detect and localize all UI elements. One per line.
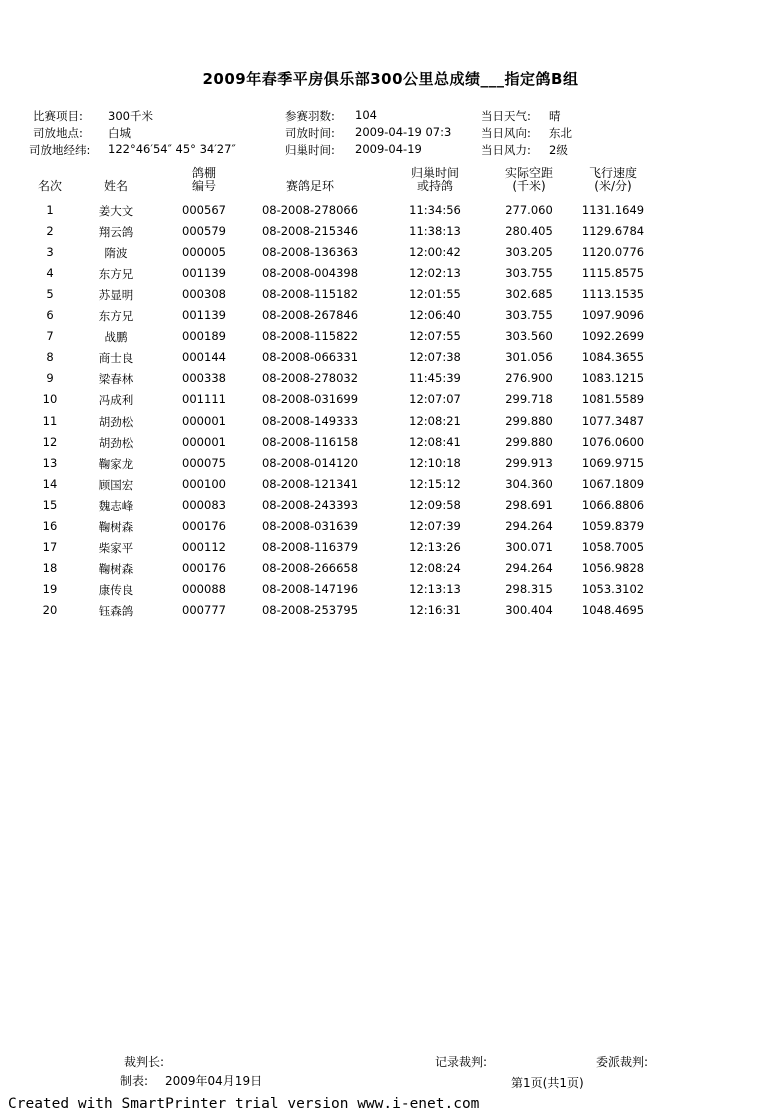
speed-cell: 1066.8806 — [581, 497, 645, 512]
rank-cell: 16 — [42, 518, 58, 533]
wind-force-label: 当日风力: — [481, 143, 531, 157]
column-header-distance — [489, 167, 569, 193]
distance-cell: 303.755 — [505, 308, 553, 323]
column-header-rank: 名次 — [37, 179, 62, 193]
rank-cell: 7 — [46, 329, 54, 344]
column-header-time — [395, 167, 475, 193]
ring-number-cell: 08-2008-266658 — [261, 560, 359, 575]
return-time-cell: 12:01:55 — [409, 287, 461, 302]
race-item-value: 300千米 — [108, 109, 153, 123]
ring-number-cell: 08-2008-115182 — [261, 287, 359, 302]
rank-cell: 6 — [46, 308, 54, 323]
rank-cell: 17 — [42, 539, 58, 554]
page-title: 2009年春季平房俱乐部300公里总成绩___指定鸽B组 — [202, 70, 579, 88]
distance-cell: 300.404 — [505, 602, 553, 617]
speed-cell: 1120.0776 — [581, 245, 645, 260]
weather-label: 当日天气: — [481, 109, 531, 123]
made-date: 2009年04月19日 — [165, 1074, 263, 1088]
ring-number-cell: 08-2008-267846 — [261, 308, 359, 323]
speed-cell: 1081.5589 — [581, 392, 645, 407]
delegate-judge-label: 委派裁判: — [596, 1055, 649, 1069]
speed-cell: 1131.1649 — [581, 203, 645, 217]
return-time-cell: 12:07:07 — [409, 392, 461, 407]
return-time-cell: 12:07:38 — [409, 350, 461, 365]
speed-cell: 1077.3487 — [581, 413, 645, 428]
table-row — [0, 414, 781, 435]
table-row — [0, 245, 781, 266]
ring-number-cell: 08-2008-149333 — [261, 413, 359, 428]
name-cell: 鞠树森 — [98, 519, 134, 534]
distance-cell: 303.755 — [505, 266, 553, 281]
ring-number-cell: 08-2008-116158 — [261, 434, 359, 449]
table-row — [0, 224, 781, 245]
table-row — [0, 603, 781, 624]
distance-cell: 302.685 — [505, 287, 553, 302]
name-cell: 东方兄 — [98, 267, 134, 282]
name-cell: 魏志峰 — [98, 498, 134, 513]
ring-number-cell: 08-2008-278032 — [261, 371, 359, 386]
rank-cell: 20 — [42, 602, 58, 617]
loft-number-cell: 000100 — [182, 476, 226, 491]
name-cell: 柴家平 — [98, 540, 134, 555]
rank-cell: 14 — [42, 476, 58, 491]
column-header-distance-line2: (千米) — [512, 179, 546, 193]
name-cell: 鞠家龙 — [98, 456, 134, 471]
table-row — [0, 350, 781, 371]
ring-number-cell: 08-2008-136363 — [261, 245, 359, 260]
entries-label: 参赛羽数: — [285, 109, 335, 123]
loft-number-cell: 001111 — [182, 392, 226, 407]
return-time-cell: 12:08:41 — [409, 434, 461, 449]
ring-number-cell: 08-2008-215346 — [261, 224, 359, 239]
distance-cell: 299.718 — [505, 392, 553, 407]
speed-cell: 1097.9096 — [581, 308, 645, 323]
name-cell: 商士良 — [98, 351, 134, 366]
return-time-cell: 12:10:18 — [409, 455, 461, 470]
trial-watermark: Created with SmartPrinter trial version www.i-enet.com — [8, 1096, 480, 1112]
rank-cell: 13 — [42, 455, 58, 470]
loft-number-cell: 000075 — [182, 455, 226, 470]
ring-number-cell: 08-2008-121341 — [261, 476, 359, 491]
loft-number-cell: 000144 — [182, 350, 226, 365]
speed-cell: 1056.9828 — [581, 560, 645, 575]
column-header-ring: 赛鸽足环 — [285, 179, 334, 193]
loft-number-cell: 000001 — [182, 434, 226, 449]
release-time-value: 2009-04-19 07:3 — [355, 125, 452, 139]
name-cell: 战鹏 — [104, 330, 128, 345]
name-cell: 康传良 — [98, 582, 134, 597]
speed-cell: 1129.6784 — [581, 224, 645, 239]
table-row — [0, 308, 781, 329]
return-time-value: 2009-04-19 — [355, 142, 422, 156]
ring-number-cell: 08-2008-147196 — [261, 581, 359, 596]
distance-cell: 299.880 — [505, 434, 553, 449]
rank-cell: 15 — [42, 497, 58, 512]
ring-number-cell: 08-2008-116379 — [261, 539, 359, 554]
race-item-label: 比赛项目: — [33, 109, 83, 123]
rank-cell: 18 — [42, 560, 58, 575]
return-time-cell: 11:34:56 — [409, 203, 461, 217]
rank-cell: 9 — [46, 371, 54, 386]
name-cell: 冯成利 — [98, 393, 134, 408]
table-row — [0, 392, 781, 413]
loft-number-cell: 000189 — [182, 329, 226, 344]
ring-number-cell: 08-2008-004398 — [261, 266, 359, 281]
wind-force-value: 2级 — [549, 143, 568, 157]
ring-number-cell: 08-2008-253795 — [261, 602, 359, 617]
return-time-cell: 12:07:39 — [409, 518, 461, 533]
weather-value: 晴 — [549, 109, 561, 123]
rank-cell: 5 — [46, 287, 54, 302]
column-header-loft — [176, 167, 232, 193]
return-time-cell: 11:45:39 — [409, 371, 461, 386]
speed-cell: 1076.0600 — [581, 434, 645, 449]
ring-number-cell: 08-2008-115822 — [261, 329, 359, 344]
column-header-speed-line1: 飞行速度 — [588, 166, 637, 180]
speed-cell: 1067.1809 — [581, 476, 645, 491]
name-cell: 钰森鸽 — [98, 603, 134, 618]
ring-number-cell: 08-2008-066331 — [261, 350, 359, 365]
distance-cell: 299.913 — [505, 455, 553, 470]
loft-number-cell: 001139 — [182, 266, 226, 281]
distance-cell: 298.315 — [505, 581, 553, 596]
loft-number-cell: 000112 — [182, 539, 226, 554]
table-row — [0, 561, 781, 582]
speed-cell: 1048.4695 — [581, 602, 645, 617]
release-place-label: 司放地点: — [33, 126, 83, 140]
table-row — [0, 203, 781, 224]
column-header-time-line2: 或持鸽 — [416, 179, 453, 193]
ring-number-cell: 08-2008-278066 — [261, 203, 359, 217]
speed-cell: 1113.1535 — [581, 287, 645, 302]
speed-cell: 1084.3655 — [581, 350, 645, 365]
distance-cell: 303.560 — [505, 329, 553, 344]
distance-cell: 280.405 — [505, 224, 553, 239]
return-time-cell: 12:15:12 — [409, 476, 461, 491]
table-row — [0, 519, 781, 540]
rank-cell: 4 — [46, 266, 54, 281]
distance-cell: 294.264 — [505, 560, 553, 575]
table-row — [0, 456, 781, 477]
loft-number-cell: 000001 — [182, 413, 226, 428]
distance-cell: 276.900 — [505, 371, 553, 386]
loft-number-cell: 000176 — [182, 560, 226, 575]
distance-cell: 300.071 — [505, 539, 553, 554]
ring-number-cell: 08-2008-031639 — [261, 518, 359, 533]
speed-cell: 1059.8379 — [581, 518, 645, 533]
return-time-cell: 12:08:24 — [409, 560, 461, 575]
loft-number-cell: 000005 — [182, 245, 226, 260]
rank-cell: 1 — [46, 203, 54, 217]
loft-number-cell: 000308 — [182, 287, 226, 302]
table-row — [0, 371, 781, 392]
distance-cell: 294.264 — [505, 518, 553, 533]
speed-cell: 1083.1215 — [581, 371, 645, 386]
rank-cell: 2 — [46, 224, 54, 239]
loft-number-cell: 000579 — [182, 224, 226, 239]
column-header-loft-line1: 鸽棚 — [191, 166, 216, 180]
distance-cell: 304.360 — [505, 476, 553, 491]
name-cell: 胡劲松 — [98, 435, 134, 450]
name-cell: 顾国宏 — [98, 477, 134, 492]
name-cell: 翔云鸽 — [98, 225, 134, 240]
loft-number-cell: 000083 — [182, 497, 226, 512]
column-header-distance-line1: 实际空距 — [504, 166, 553, 180]
wind-direction-label: 当日风向: — [481, 126, 531, 140]
table-row — [0, 540, 781, 561]
name-cell: 苏显明 — [98, 288, 134, 303]
release-coords-label: 司放地经纬: — [29, 143, 91, 157]
rank-cell: 8 — [46, 350, 54, 365]
rank-cell: 10 — [42, 392, 58, 407]
distance-cell: 301.056 — [505, 350, 553, 365]
return-time-cell: 12:13:13 — [409, 581, 461, 596]
speed-cell: 1115.8575 — [581, 266, 645, 281]
distance-cell: 298.691 — [505, 497, 553, 512]
page-info: 第1页(共1页) — [511, 1076, 584, 1090]
name-cell: 隋波 — [104, 246, 128, 261]
column-header-speed-line2: (米/分) — [594, 179, 632, 193]
distance-cell: 277.060 — [505, 203, 553, 217]
chief-judge-label: 裁判长: — [124, 1055, 165, 1069]
table-row — [0, 582, 781, 603]
rank-cell: 3 — [46, 245, 54, 260]
table-row — [0, 266, 781, 287]
rank-cell: 11 — [42, 413, 58, 428]
made-by-label: 制表: — [120, 1074, 149, 1088]
release-coords-value: 122°46′54″ 45° 34′27″ — [108, 142, 236, 156]
return-time-cell: 12:16:31 — [409, 602, 461, 617]
return-time-cell: 12:13:26 — [409, 539, 461, 554]
return-time-cell: 12:09:58 — [409, 497, 461, 512]
return-time-cell: 12:06:40 — [409, 308, 461, 323]
ring-number-cell: 08-2008-014120 — [261, 455, 359, 470]
return-time-cell: 12:07:55 — [409, 329, 461, 344]
return-time-label: 归巢时间: — [285, 143, 335, 157]
rank-cell: 12 — [42, 434, 58, 449]
loft-number-cell: 000777 — [182, 602, 226, 617]
ring-number-cell: 08-2008-031699 — [261, 392, 359, 407]
return-time-cell: 11:38:13 — [409, 224, 461, 239]
loft-number-cell: 000567 — [182, 203, 226, 217]
table-row — [0, 477, 781, 498]
speed-cell: 1053.3102 — [581, 581, 645, 596]
return-time-cell: 12:00:42 — [409, 245, 461, 260]
name-cell: 东方兄 — [98, 309, 134, 324]
speed-cell: 1069.9715 — [581, 455, 645, 470]
loft-number-cell: 001139 — [182, 308, 226, 323]
rank-cell: 19 — [42, 581, 58, 596]
loft-number-cell: 000338 — [182, 371, 226, 386]
column-header-loft-line2: 编号 — [191, 179, 216, 193]
column-header-name: 姓名 — [103, 179, 128, 193]
column-header-time-line1: 归巢时间 — [410, 166, 459, 180]
recorder-judge-label: 记录裁判: — [435, 1055, 488, 1069]
column-header-speed — [573, 167, 653, 193]
distance-cell: 299.880 — [505, 413, 553, 428]
name-cell: 姜大文 — [98, 204, 134, 218]
release-place-value: 白城 — [108, 126, 131, 140]
table-row — [0, 498, 781, 519]
table-row — [0, 287, 781, 308]
name-cell: 鞠树森 — [98, 561, 134, 576]
speed-cell: 1092.2699 — [581, 329, 645, 344]
return-time-cell: 12:02:13 — [409, 266, 461, 281]
release-time-label: 司放时间: — [285, 126, 335, 140]
entries-value: 104 — [355, 108, 377, 122]
distance-cell: 303.205 — [505, 245, 553, 260]
speed-cell: 1058.7005 — [581, 539, 645, 554]
loft-number-cell: 000088 — [182, 581, 226, 596]
ring-number-cell: 08-2008-243393 — [261, 497, 359, 512]
name-cell: 胡劲松 — [98, 414, 134, 429]
name-cell: 梁春林 — [98, 372, 134, 387]
table-row — [0, 329, 781, 350]
loft-number-cell: 000176 — [182, 518, 226, 533]
table-row — [0, 435, 781, 456]
wind-direction-value: 东北 — [549, 126, 572, 140]
return-time-cell: 12:08:21 — [409, 413, 461, 428]
